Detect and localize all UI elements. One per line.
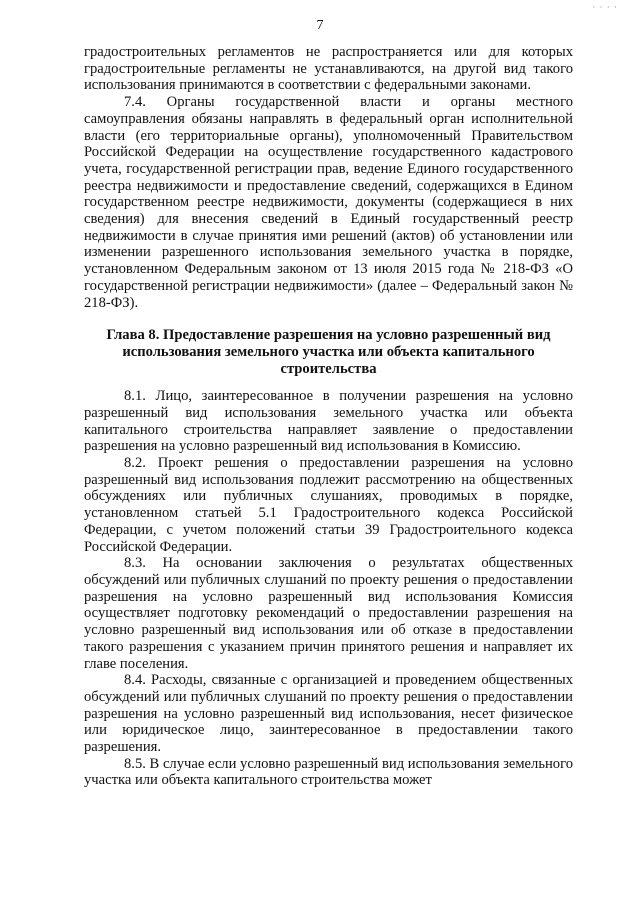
chapter-8-heading: Глава 8. Предоставление разрешения на условно разрешенный вид использования земельного участка или объекта капитального строительства [106, 327, 551, 378]
paragraph-8-1: 8.1. Лицо, заинтересованное в получении разрешения на условно разрешенный вид использования земельного участка или объекта капитального строительства направляет заявление о предоставлении разрешения на условно разрешенный вид использования в Комиссию. [84, 388, 573, 455]
paragraph-8-2: 8.2. Проект решения о предоставлении разрешения на условно разрешенный вид использования подлежит рассмотрению на общественных обсуждениях или публичных слушаниях, проводимых в порядке, установленном статьей 5.1 Градостроительного кодекса Российской Федерации, с учетом положений статьи 39 Градостроительного кодекса Российской Федерации. [84, 455, 573, 555]
paragraph-continuation: градостроительных регламентов не распространяется или для которых градостроительные регламенты не устанавливаются, на другой вид такого использования принимаются в соответствии с федеральными законами. [84, 44, 573, 94]
page-body [84, 44, 573, 789]
corner-mark: · · · · [592, 2, 618, 12]
paragraph-7-4: 7.4. Органы государственной власти и органы местного самоуправления обязаны направлять в федеральный орган исполнительной власти (его территориальные органы), уполномоченный Правительством Российской Федерации на осуществление государственного кадастрового учета, государственной регистрации прав, ведение Единого государственного реестра недвижимости и предоставление сведений, содержащихся в Едином государственном реестре недвижимости, документы (содержащиеся в них сведения) для внесения сведений в Единый государственный реестр недвижимости в случае принятия ими решений (актов) об установлении или изменении разрешенного использования земельного участка в порядке, установленном Федеральным законом от 13 июля 2015 года № 218-ФЗ «О государственной регистрации недвижимости» (далее – Федеральный закон № 218-ФЗ). [84, 94, 573, 311]
page-number: 7 [316, 18, 324, 33]
paragraph-8-4: 8.4. Расходы, связанные с организацией и проведением общественных обсуждений или публичных слушаний по проекту решения о предоставлении разрешения на условно разрешенный вид использования, несет физическое или юридическое лицо, заинтересованное в предоставлении такого разрешения. [84, 672, 573, 756]
paragraph-8-3: 8.3. На основании заключения о результатах общественных обсуждений или публичных слушаний по проекту решения о предоставлении разрешения на условно разрешенный вид использования Комиссия осуществляет подготовку рекомендаций о предоставлении разрешения на условно разрешенный вид использования или об отказе в предоставлении такого разрешения с указанием причин принятого решения и направляет их главе поселения. [84, 555, 573, 672]
paragraph-8-5: 8.5. В случае если условно разрешенный вид использования земельного участка или объекта капитального строительства может [84, 755, 573, 789]
